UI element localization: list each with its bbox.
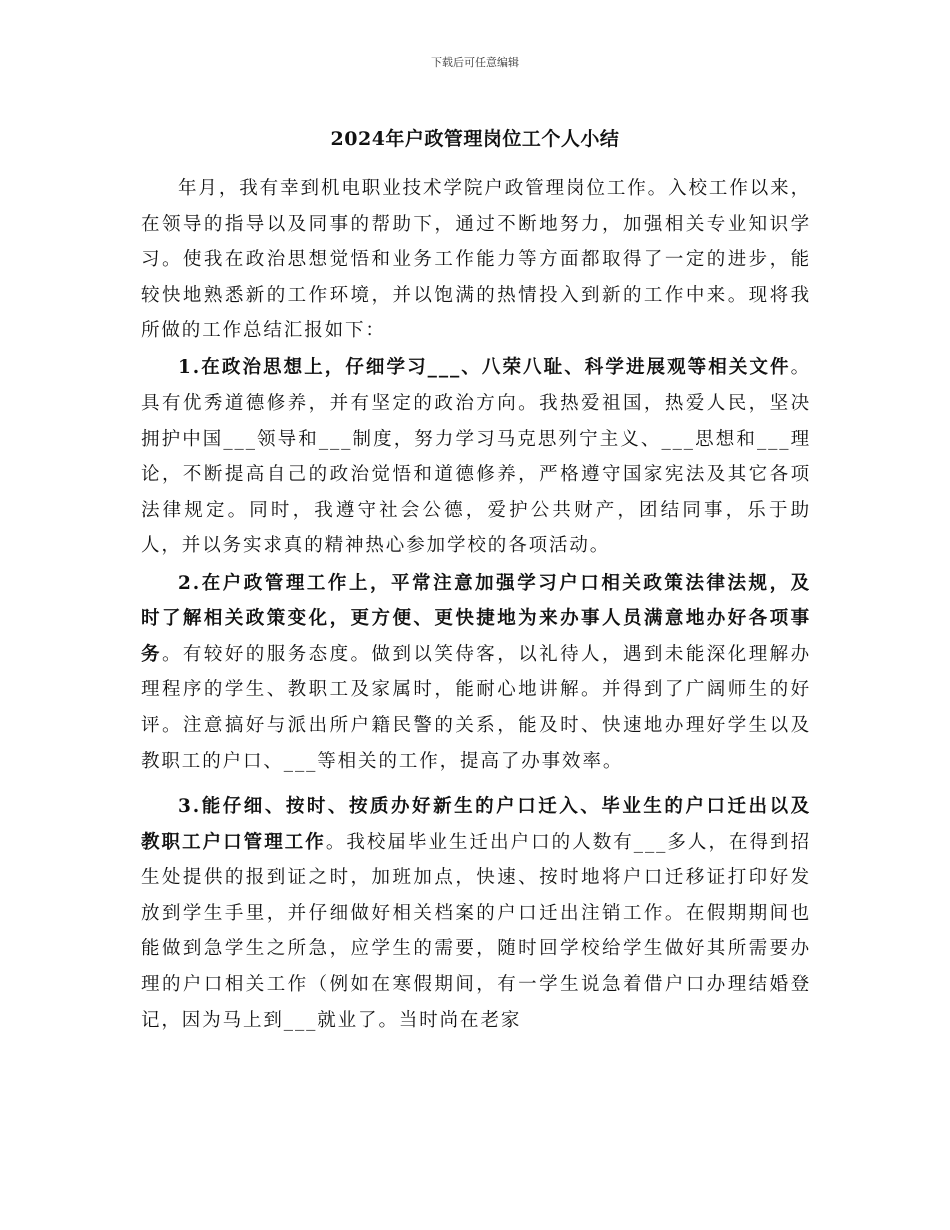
paragraph-lead: 3.能仔细、按时、按质办好新生的户口迁入、毕业生的户口迁出以及教职工户口管理工作 [141,796,811,853]
paragraph-text: 。我校届毕业生迁出户口的人数有___多人，在得到招生处提供的报到证之时，加班加点，快速、按时地将户口迁移证打印好发放到学生手里，并仔细做好相关档案的户口迁出注销工作。在假期期间也能做到急学生之所急，应学生的需要，随时回学校给学生做好其所需要办理的户口相关工作（例如在寒假期间，有一学生说急着借户口办理结婚登记，因为马上到___就业了。当时尚在老家 [141,831,811,1031]
document-title: 2024年户政管理岗位工个人小结 [330,128,620,150]
paragraph-2 [141,566,811,780]
document-body [141,171,811,1038]
paragraph-intro [141,171,811,349]
paragraph-text: 年月，我有幸到机电职业技术学院户政管理岗位工作。入校工作以来，在领导的指导以及同事的帮助下，通过不断地努力，加强相关专业知识学习。使我在政治思想觉悟和业务工作能力等方面都取得了一定的进步，能较快地熟悉新的工作环境，并以饱满的热情投入到新的工作中来。现将我所做的工作总结汇报如下： [141,178,811,342]
paragraph-lead: 1.在政治思想上，仔细学习___、八荣八耻、科学进展观等相关文件 [178,357,791,379]
paragraph-text: 。有较好的服务态度。做到以笑侍客，以礼待人，遇到未能深化理解办理程序的学生、教职工及家属时，能耐心地讲解。并得到了广阔师生的好评。注意搞好与派出所户籍民警的关系，能及时、快速地办理好学生以及教职工的户口、___等相关的工作，提高了办事效率。 [141,643,812,772]
paragraph-1 [141,350,811,564]
paragraph-lead: 2.在户政管理工作上，平常注意加强学习户口相关政策法律法规，及时了解相关政策变化，更方便、更快捷地为来办事人员满意地办好各项事务 [141,572,811,665]
paragraph-3 [141,789,811,1038]
paragraph-text: 。具有优秀道德修养，并有坚定的政治方向。我热爱祖国，热爱人民，坚决拥护中国___领导和___制度，努力学习马克思列宁主义、___思想和___理论，不断提高自己的政治觉悟和道德修养，严格遵守国家宪法及其它各项法律规定。同时，我遵守社会公德，爱护公共财产，团结同事，乐于助人，并以务实求真的精神热心参加学校的各项活动。 [141,357,811,557]
page-header: 下载后可任意编辑 [431,56,519,69]
